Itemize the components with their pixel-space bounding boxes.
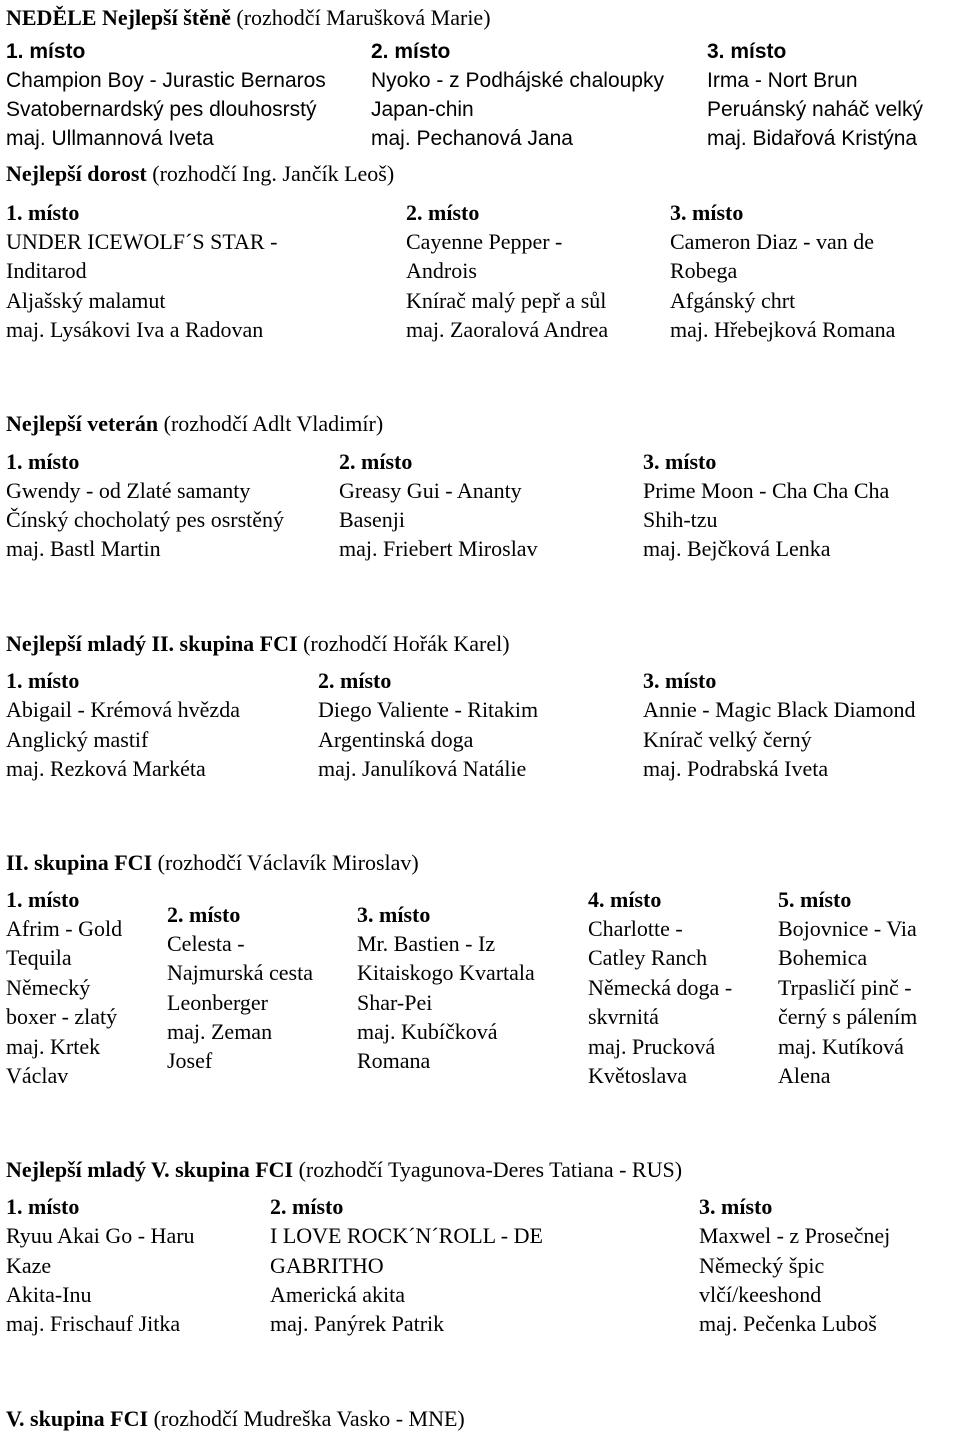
breed: Akita-Inu xyxy=(6,1282,92,1307)
owner: maj. Lysákovi Iva a Radovan xyxy=(6,317,264,342)
section-title: Nejlepší mladý II. skupina FCI xyxy=(6,631,298,656)
owner-cont: Josef xyxy=(167,1048,213,1073)
owner: maj. Friebert Miroslav xyxy=(339,536,538,561)
place-label: 3. místo xyxy=(699,1194,773,1219)
owner: maj. Podrabská Iveta xyxy=(643,756,829,781)
judge: (rozhodčí Hořák Karel) xyxy=(303,631,510,656)
breed: Anglický mastif xyxy=(6,727,149,752)
owner-cont: Romana xyxy=(357,1048,431,1073)
owner: maj. Janulíková Natálie xyxy=(318,756,527,781)
breed: Trpasličí pinč - xyxy=(778,975,912,1000)
place-label: 2. místo xyxy=(339,449,413,474)
owner: maj. Ullmannová Iveta xyxy=(6,127,214,150)
judge: (rozhodčí Václavík Miroslav) xyxy=(157,850,419,875)
owner-cont: Alena xyxy=(778,1063,831,1088)
place-label: 3. místo xyxy=(643,449,717,474)
breed: Shih-tzu xyxy=(643,507,718,532)
breed: Čínský chocholatý pes osrstěný xyxy=(6,507,285,532)
dog-name-cont: Kaze xyxy=(6,1253,52,1278)
place-label: 1. místo xyxy=(6,887,80,912)
owner: maj. Krtek xyxy=(6,1034,101,1059)
dog-name-cont: Catley Ranch xyxy=(588,945,708,970)
dog-name: I LOVE ROCK´N´ROLL - DE xyxy=(270,1223,543,1248)
section-heading xyxy=(6,850,419,876)
section-title: NEDĚLE Nejlepší štěně xyxy=(6,5,231,30)
dog-name-cont: Tequila xyxy=(6,945,72,970)
section-heading xyxy=(6,5,491,31)
section-title: Nejlepší dorost xyxy=(6,161,147,186)
dog-name: UNDER ICEWOLF´S STAR - xyxy=(6,229,278,254)
judge: (rozhodčí Tyagunova-Deres Tatiana - RUS) xyxy=(298,1157,683,1182)
owner: maj. Panýrek Patrik xyxy=(270,1311,445,1336)
owner: maj. Bidařová Kristýna xyxy=(707,127,918,150)
section-heading xyxy=(6,631,510,657)
breed: Knírač velký černý xyxy=(643,727,812,752)
place-label: 3. místo xyxy=(643,668,717,693)
breed: Shar-Pei xyxy=(357,990,433,1015)
owner: maj. Kutíková xyxy=(778,1034,904,1059)
owner: maj. Pechanová Jana xyxy=(371,127,573,150)
owner: maj. Frischauf Jitka xyxy=(6,1311,181,1336)
owner: maj. Rezková Markéta xyxy=(6,756,206,781)
breed-cont: vlčí/keeshond xyxy=(699,1282,822,1307)
place-label: 2. místo xyxy=(167,902,241,927)
owner: maj. Hřebejková Romana xyxy=(670,317,896,342)
dog-name: Celesta - xyxy=(167,931,245,956)
owner: maj. Zeman xyxy=(167,1019,273,1044)
dog-name-cont: Inditarod xyxy=(6,258,87,283)
dog-name: Annie - Magic Black Diamond xyxy=(643,697,916,722)
owner: maj. Bejčková Lenka xyxy=(643,536,831,561)
dog-name-cont: GABRITHO xyxy=(270,1253,384,1278)
place-label: 3. místo xyxy=(670,200,744,225)
dog-name-cont: Najmurská cesta xyxy=(167,960,313,985)
owner: maj. Pečenka Luboš xyxy=(699,1311,877,1336)
place-label: 1. místo xyxy=(6,200,80,225)
dog-name: Diego Valiente - Ritakim xyxy=(318,697,539,722)
section-title: Nejlepší mladý V. skupina FCI xyxy=(6,1157,294,1182)
place-label: 1. místo xyxy=(6,40,86,63)
dog-name-cont: Kitaiskogo Kvartala xyxy=(357,960,535,985)
judge: (rozhodčí Marušková Marie) xyxy=(236,5,491,30)
breed: Argentinská doga xyxy=(318,727,474,752)
dog-name: Champion Boy - Jurastic Bernaros xyxy=(6,69,326,92)
dog-name: Prime Moon - Cha Cha Cha xyxy=(643,478,890,503)
breed-cont: skvrnitá xyxy=(588,1004,659,1029)
dog-name: Cameron Diaz - van de xyxy=(670,229,875,254)
owner: maj. Zaoralová Andrea xyxy=(406,317,609,342)
place-label: 3. místo xyxy=(707,40,787,63)
dog-name-cont: Bohemica xyxy=(778,945,868,970)
breed-cont: černý s pálením xyxy=(778,1004,918,1029)
place-label: 4. místo xyxy=(588,887,662,912)
section-title: Nejlepší veterán xyxy=(6,411,159,436)
breed: Japan-chin xyxy=(371,98,474,121)
breed: Německý xyxy=(6,975,91,1000)
breed-cont: boxer - zlatý xyxy=(6,1004,118,1029)
owner: maj. Kubíčková xyxy=(357,1019,498,1044)
owner-cont: Václav xyxy=(6,1063,69,1088)
place-label: 2. místo xyxy=(371,40,451,63)
owner: maj. Bastl Martin xyxy=(6,536,161,561)
dog-name: Bojovnice - Via xyxy=(778,916,917,941)
dog-name: Abigail - Krémová hvězda xyxy=(6,697,240,722)
judge: (rozhodčí Mudreška Vasko - MNE) xyxy=(153,1406,465,1431)
judge: (rozhodčí Adlt Vladimír) xyxy=(163,411,384,436)
place-label: 3. místo xyxy=(357,902,431,927)
dog-name: Afrim - Gold xyxy=(6,916,123,941)
dog-name: Nyoko - z Podhájské chaloupky xyxy=(371,69,664,92)
place-label: 1. místo xyxy=(6,449,80,474)
section-heading xyxy=(6,1406,465,1432)
place-label: 2. místo xyxy=(270,1194,344,1219)
breed: Americká akita xyxy=(270,1282,405,1307)
dog-name: Ryuu Akai Go - Haru xyxy=(6,1223,195,1248)
section-heading xyxy=(6,411,383,437)
dog-name: Charlotte - xyxy=(588,916,683,941)
breed: Svatobernardský pes dlouhosrstý xyxy=(6,98,317,121)
place-label: 1. místo xyxy=(6,668,80,693)
dog-name: Gwendy - od Zlaté samanty xyxy=(6,478,251,503)
dog-name: Cayenne Pepper - xyxy=(406,229,563,254)
section-title: V. skupina FCI xyxy=(6,1406,149,1431)
owner: maj. Prucková xyxy=(588,1034,716,1059)
place-label: 5. místo xyxy=(778,887,852,912)
breed: Basenji xyxy=(339,507,405,532)
dog-name: Irma - Nort Brun xyxy=(707,69,858,92)
judge: (rozhodčí Ing. Jančík Leoš) xyxy=(152,161,395,186)
breed: Peruánský naháč velký xyxy=(707,98,923,121)
dog-name: Mr. Bastien - Iz xyxy=(357,931,496,956)
place-label: 2. místo xyxy=(406,200,480,225)
section-heading xyxy=(6,1157,682,1183)
breed: Afgánský chrt xyxy=(670,288,796,313)
breed: Knírač malý pepř a sůl xyxy=(406,288,607,313)
breed: Leonberger xyxy=(167,990,268,1015)
breed: Německá doga - xyxy=(588,975,733,1000)
breed: Německý špic xyxy=(699,1253,825,1278)
place-label: 2. místo xyxy=(318,668,392,693)
dog-name: Maxwel - z Prosečnej xyxy=(699,1223,891,1248)
dog-name-cont: Robega xyxy=(670,258,738,283)
place-label: 1. místo xyxy=(6,1194,80,1219)
dog-name: Greasy Gui - Ananty xyxy=(339,478,522,503)
section-heading xyxy=(6,161,394,187)
owner-cont: Květoslava xyxy=(588,1063,687,1088)
section-title: II. skupina FCI xyxy=(6,850,153,875)
breed: Aljašský malamut xyxy=(6,288,166,313)
dog-name-cont: Androis xyxy=(406,258,477,283)
